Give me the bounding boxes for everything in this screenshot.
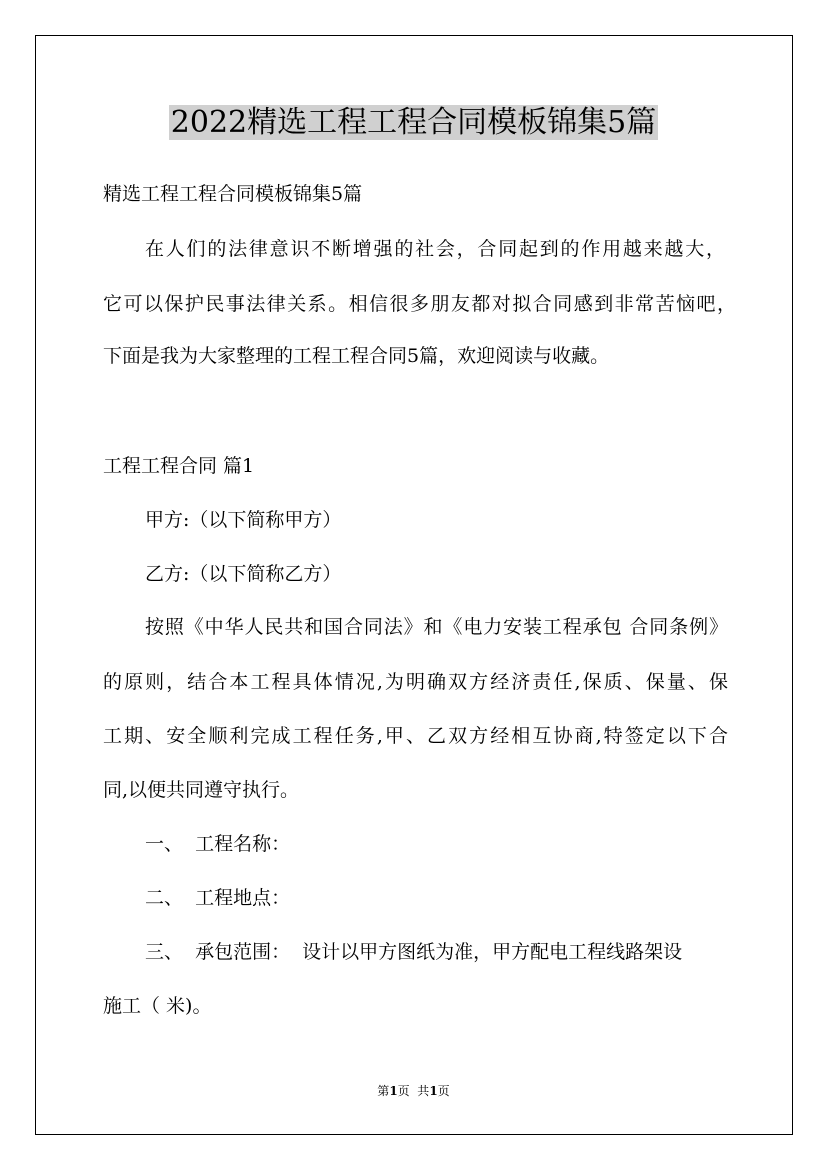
subtitle: 精选工程工程合同模板锦集5篇 <box>103 183 363 205</box>
body-line-3: 工期、安全顺利完成工程任务,甲、乙双方经相互协商,特签定以下合 <box>103 725 728 747</box>
body-line-1: 按照《中华人民共和国合同法》和《电力安装工程承包 合同条例》 <box>145 616 728 638</box>
body-line-2: 的原则，结合本工程具体情况,为明确双方经济责任,保质、保量、保 <box>103 671 728 693</box>
intro-line-3: 下面是我为大家整理的工程工程合同5篇，欢迎阅读与收藏。 <box>103 345 610 367</box>
item-project-name: 一、 工程名称： <box>145 833 291 855</box>
item-contract-scope: 三、 承包范围： 设计以甲方图纸为准，甲方配电工程线路架设 <box>145 941 683 963</box>
section-heading: 工程工程合同 篇1 <box>103 455 255 477</box>
page-footer <box>0 1083 827 1099</box>
intro-line-1: 在人们的法律意识不断增强的社会，合同起到的作用越来越大， <box>145 238 725 260</box>
intro-line-2: 它可以保护民事法律关系。相信很多朋友都对拟合同感到非常苦恼吧， <box>103 293 736 315</box>
item-contract-scope-cont: 施工（ 米)。 <box>103 995 212 1017</box>
item-project-location: 二、 工程地点： <box>145 887 291 909</box>
footer-page-mid: 页 共 <box>397 1084 430 1098</box>
footer-page-prefix: 第 <box>377 1084 390 1098</box>
title-text: 2022精选工程工程合同模板锦集5篇 <box>170 105 657 140</box>
party-a: 甲方:（以下简称甲方） <box>145 509 342 531</box>
party-b: 乙方:（以下简称乙方） <box>145 563 342 585</box>
document-title <box>0 102 827 144</box>
footer-page-number: 1 <box>389 1084 398 1098</box>
footer-page-suffix: 页 <box>437 1084 450 1098</box>
footer-total-pages: 1 <box>429 1084 438 1098</box>
body-line-4: 同,以便共同遵守执行。 <box>103 779 300 801</box>
